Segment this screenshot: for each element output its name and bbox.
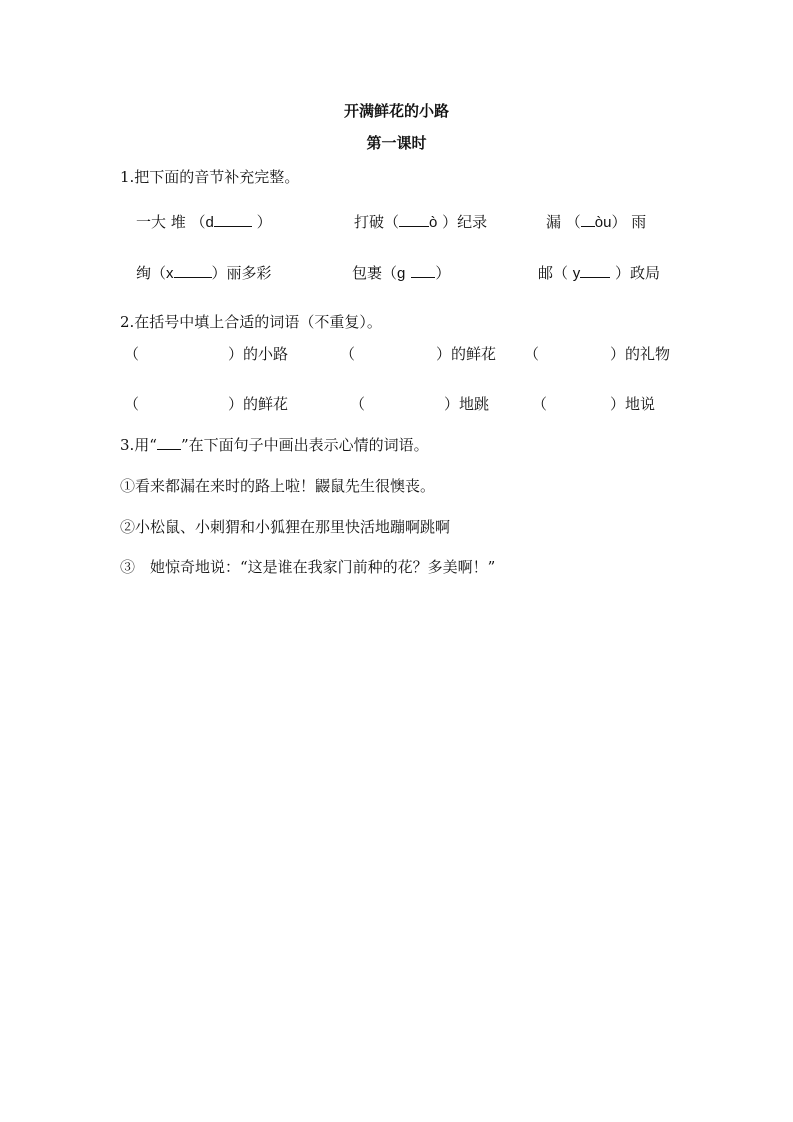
q3-sentence-2: ②小松鼠、小刺猬和小狐狸在那里快活地蹦啊跳啊: [120, 518, 451, 536]
q1-item-text: 打破（: [354, 213, 400, 231]
q1-item-5: [352, 263, 450, 284]
q1-item-2: [354, 212, 487, 233]
pinyin-blank[interactable]: [214, 212, 252, 227]
q1-prompt: 1.把下面的音节补充完整。: [120, 168, 300, 186]
pinyin-hint: òu: [594, 214, 612, 231]
pinyin-hint: g: [397, 265, 406, 282]
q1-item-text: ）政局: [610, 264, 661, 282]
q1-item-text: ）: [251, 213, 272, 231]
q2-open-paren: （: [124, 395, 140, 413]
pinyin-blank[interactable]: [399, 212, 429, 227]
q1-item-text: 包裹（: [352, 264, 398, 282]
q1-item-text: ） 雨: [611, 213, 647, 231]
q1-item-text: ）纪录: [437, 213, 488, 231]
q2-item-4: ）的鲜花: [228, 395, 289, 413]
pinyin-hint: x: [166, 265, 174, 282]
q2-item-3: ）的礼物: [610, 345, 671, 363]
q2-open-paren: （: [532, 395, 548, 413]
q1-item-text: 漏 （: [546, 213, 581, 231]
q1-item-text: 一大 堆 （: [136, 213, 206, 231]
q1-item-6: [538, 263, 660, 284]
lesson-subtitle: 第一课时: [366, 134, 427, 152]
q2-item-5: ）地跳: [444, 395, 490, 413]
q1-item-1: [136, 212, 272, 233]
pinyin-blank[interactable]: [411, 263, 435, 278]
q1-item-text: ）丽多彩: [211, 264, 272, 282]
pinyin-hint: y: [572, 265, 581, 282]
q3-sentence-1: ①看来都漏在来时的路上啦！鼹鼠先生很懊丧。: [120, 477, 436, 495]
q1-item-text: ）: [435, 264, 451, 282]
q1-item-4: [136, 263, 272, 284]
underline-sample: [157, 435, 181, 450]
page-title: 开满鲜花的小路: [343, 102, 449, 120]
q1-item-3: [546, 212, 646, 233]
q2-open-paren: （: [350, 395, 366, 413]
q2-open-paren: （: [124, 345, 140, 363]
pinyin-hint: ò: [429, 214, 438, 231]
q2-item-2: ）的鲜花: [436, 345, 497, 363]
q2-open-paren: （: [524, 345, 540, 363]
pinyin-blank[interactable]: [581, 212, 595, 227]
q2-item-1: ）的小路: [228, 345, 289, 363]
pinyin-blank[interactable]: [174, 263, 212, 278]
q1-item-text: 绚（: [136, 264, 167, 282]
q3-prompt: 3.用“ ”在下面句子中画出表示心情的词语。: [120, 436, 429, 454]
pinyin-hint: d: [205, 214, 214, 231]
pinyin-blank[interactable]: [580, 263, 610, 278]
q3-sentence-3: ③ 她惊奇地说：“这是谁在我家门前种的花？多美啊！”: [120, 558, 496, 576]
q1-item-text: 邮（: [538, 264, 573, 282]
q2-open-paren: （: [340, 345, 356, 363]
q2-item-6: ）地说: [610, 395, 656, 413]
q2-prompt: 2.在括号中填上合适的词语（不重复）。: [120, 313, 382, 331]
